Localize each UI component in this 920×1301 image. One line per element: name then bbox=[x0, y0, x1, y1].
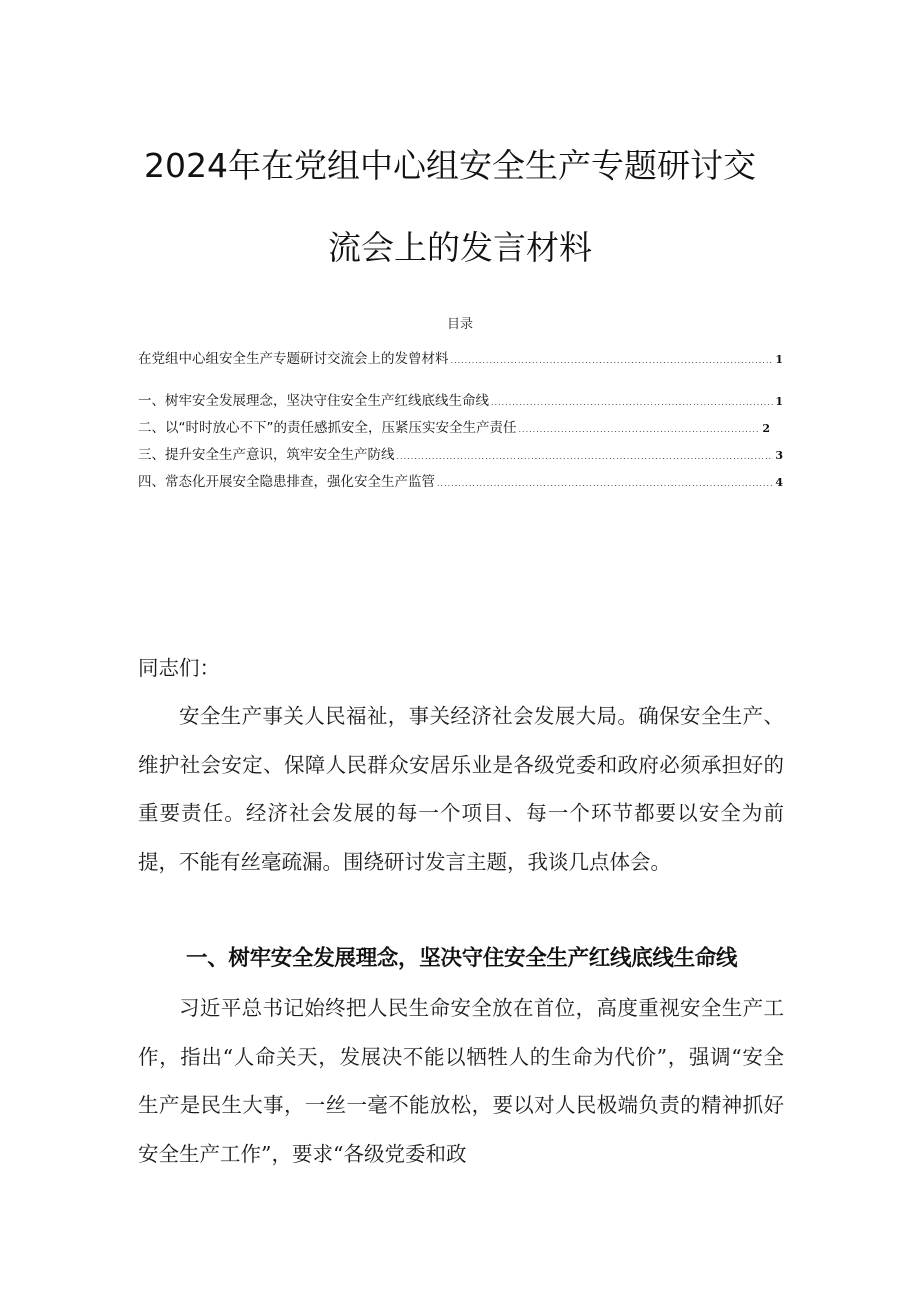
salutation: 同志们： bbox=[138, 656, 220, 680]
toc-entry-text: 二、以“时时放心不下”的责任感抓安全，压紧压实安全生产责任 bbox=[138, 420, 517, 436]
toc-entry[interactable] bbox=[138, 392, 783, 419]
section-heading: 一、树牢安全发展理念，坚决守住安全生产红线底线生命线 bbox=[186, 946, 738, 971]
toc-page-number: 3 bbox=[775, 449, 783, 462]
toc-entry[interactable] bbox=[138, 473, 783, 500]
toc-leader-dots bbox=[451, 352, 774, 370]
toc-heading: 目录 bbox=[446, 317, 473, 332]
toc-page-number: 2 bbox=[762, 422, 770, 435]
toc-entry-text: 三、提升安全生产意识，筑牢安全生产防线 bbox=[138, 447, 395, 463]
toc-leader-dots bbox=[397, 448, 774, 466]
toc-entry-text: 四、常态化开展安全隐患排查，强化安全生产监管 bbox=[138, 474, 435, 490]
table-of-contents bbox=[138, 350, 783, 500]
document-title-line-2: 流会上的发言材料 bbox=[328, 228, 592, 267]
toc-page-number: 1 bbox=[775, 395, 783, 408]
toc-page-number: 1 bbox=[775, 353, 783, 366]
toc-leader-dots bbox=[491, 394, 773, 412]
toc-entry[interactable] bbox=[138, 350, 783, 392]
toc-entry[interactable] bbox=[138, 446, 783, 473]
toc-entry-text: 在党组中心组安全生产专题研讨交流会上的发曾材料 bbox=[138, 351, 449, 367]
body-paragraph: 安全生产事关人民福祉，事关经济社会发展大局。确保安全生产、维护社会安定、保障人民群众安居乐业是各级党委和政府必须承担好的重要责任。经济社会发展的每一个项目、每一个环节都要以安全为前提，不能有丝毫疏漏。围绕研讨发言主题，我谈几点体会。 bbox=[138, 704, 784, 874]
toc-entry[interactable] bbox=[138, 419, 770, 446]
toc-leader-dots bbox=[519, 421, 761, 439]
document-title-line-1: 2024年在党组中心组安全生产专题研讨交 bbox=[144, 146, 756, 185]
body-paragraph: 习近平总书记始终把人民生命安全放在首位，高度重视安全生产工作，指出“人命关天，发展决不能以牺牲人的生命为代价”，强调“安全生产是民生大事，一丝一毫不能放松，要以对人民极端负责的精神抓好安全生产工作”，要求“各级党委和政 bbox=[138, 996, 784, 1166]
toc-leader-dots bbox=[437, 475, 773, 493]
toc-page-number: 4 bbox=[775, 476, 783, 489]
toc-entry-text: 一、树牢安全发展理念，坚决守住安全生产红线底线生命线 bbox=[138, 393, 489, 409]
